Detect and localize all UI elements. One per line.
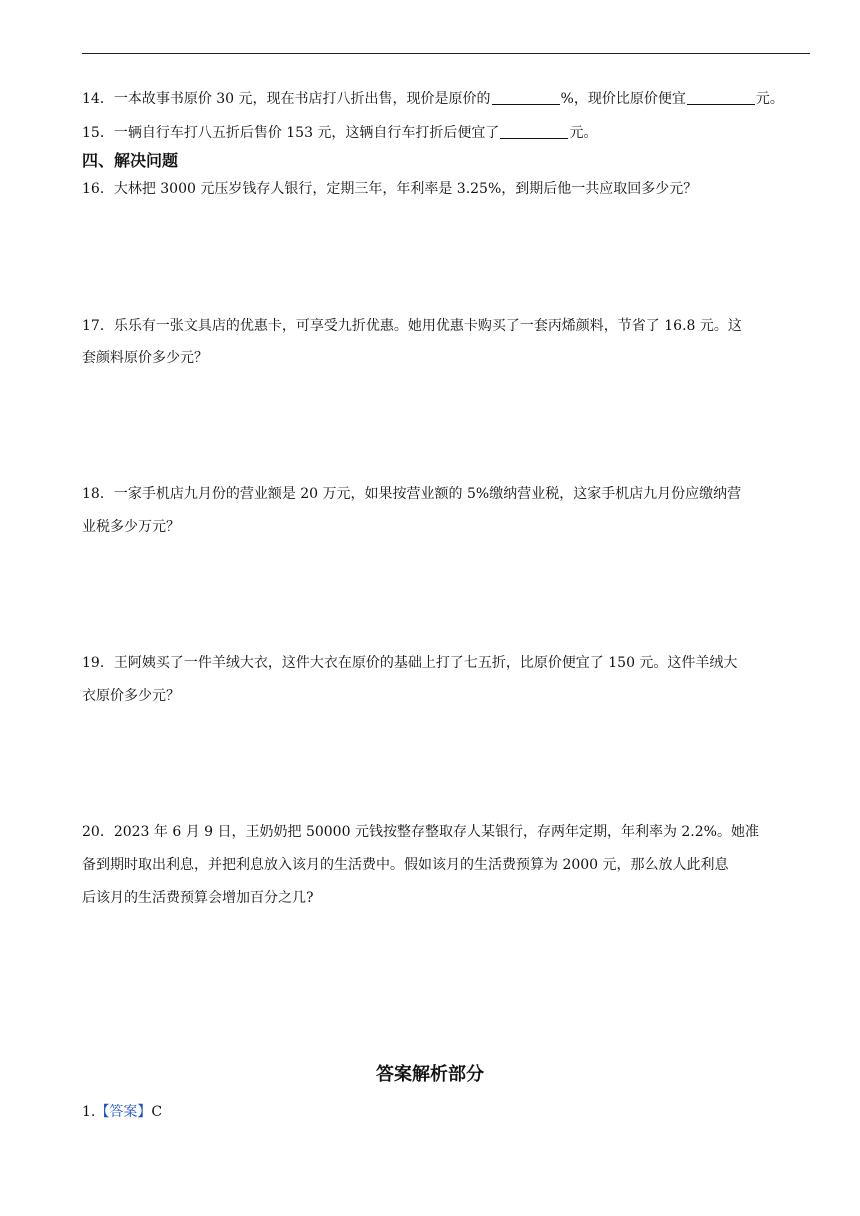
answer-blank-14a[interactable] <box>492 90 560 105</box>
question-14-text-2: %，现价比原价便宜 <box>560 91 686 107</box>
question-16: 16．大林把 3000 元压岁钱存人银行，定期三年，年利率是 3.25%，到期后他一共应取回多少元？ <box>82 181 698 197</box>
answers-title: 答案解析部分 <box>376 1064 484 1085</box>
answer-1 <box>82 1102 810 1122</box>
question-15-text-2: 元。 <box>569 125 598 141</box>
question-17-line-1: 17．乐乐有一张文具店的优惠卡，可享受九折优惠。她用优惠卡购买了一套丙烯颜料，节省了 16.8 元。这 <box>82 318 742 334</box>
answer-blank-15[interactable] <box>500 124 568 139</box>
answer-1-number: 1. <box>82 1104 96 1120</box>
answer-1-value: C <box>151 1104 163 1120</box>
question-14 <box>82 89 810 109</box>
question-15-text-1: 15．一辆自行车打八五折后售价 153 元，这辆自行车打折后便宜了 <box>82 125 500 141</box>
question-20-line-3: 后该月的生活费预算会增加百分之几? <box>82 890 314 906</box>
question-20-line-2: 备到期时取出利息，并把利息放入该月的生活费中。假如该月的生活费预算为 2000 元，那么放人此利息 <box>82 857 729 873</box>
question-19-line-1: 19．王阿姨买了一件羊绒大衣，这件大衣在原价的基础上打了七五折，比原价便宜了 150 元。这件羊绒大 <box>82 655 738 671</box>
question-14-text-1: 14．一本故事书原价 30 元，现在书店打八折出售，现价是原价的 <box>82 91 491 107</box>
question-20-line-1: 20．2023 年 6 月 9 日，王奶奶把 50000 元钱按整存整取存人某银行，存两年定期，年利率为 2.2%。她准 <box>82 824 759 840</box>
question-19-line-2: 衣原价多少元？ <box>82 688 180 704</box>
question-18-line-2: 业税多少万元？ <box>82 519 180 535</box>
header-rule <box>82 53 810 54</box>
question-14-text-3: 元。 <box>755 91 784 107</box>
answer-1-tag: 【答案】 <box>95 1104 152 1120</box>
answer-blank-14b[interactable] <box>687 90 755 105</box>
section-heading: 四、解决问题 <box>82 151 179 170</box>
question-15 <box>82 123 810 143</box>
question-18-line-1: 18．一家手机店九月份的营业额是 20 万元，如果按营业额的 5%缴纳营业税，这家手机店九月份应缴纳营 <box>82 486 742 502</box>
question-17-line-2: 套颜料原价多少元？ <box>82 350 208 366</box>
